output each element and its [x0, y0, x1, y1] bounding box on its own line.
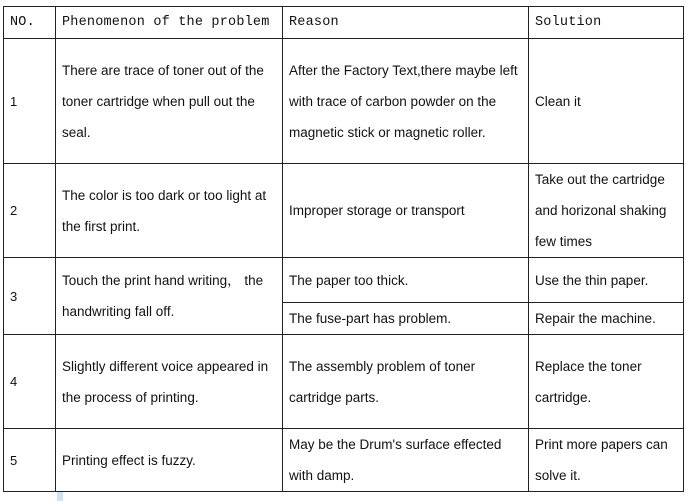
row-number: 2 — [4, 164, 56, 258]
header-phenomenon: Phenomenon of the problem — [56, 7, 283, 39]
phenomenon-cell: Slightly different voice appeared in the process of printing. — [56, 335, 283, 429]
row-number: 5 — [4, 429, 56, 492]
header-reason: Reason — [283, 7, 529, 39]
reason-cell: The assembly problem of toner cartridge parts. — [283, 335, 529, 429]
table-row — [4, 429, 684, 492]
solution-cell: Clean it — [529, 39, 684, 164]
decorative-marker — [57, 492, 63, 501]
reason-cell: May be the Drum's surface effected with damp. — [283, 429, 529, 492]
table-row — [4, 258, 684, 303]
solution-cell: Use the thin paper. — [529, 258, 684, 303]
table-row — [4, 39, 684, 164]
header-no: NO. — [4, 7, 56, 39]
row-number: 3 — [4, 258, 56, 335]
problem-solution-table — [3, 6, 684, 492]
phenomenon-cell: Touch the print hand writing， the handwriting fall off. — [56, 258, 283, 335]
row-number: 1 — [4, 39, 56, 164]
table-row — [4, 335, 684, 429]
solution-cell: Take out the cartridge and horizonal shaking few times — [529, 164, 684, 258]
solution-cell: Repair the machine. — [529, 303, 684, 335]
row-number: 4 — [4, 335, 56, 429]
solution-cell: Replace the toner cartridge. — [529, 335, 684, 429]
table-row — [4, 164, 684, 258]
solution-cell: Print more papers can solve it. — [529, 429, 684, 492]
reason-cell: Improper storage or transport — [283, 164, 529, 258]
phenomenon-cell: Printing effect is fuzzy. — [56, 429, 283, 492]
table-header-row — [4, 7, 684, 39]
reason-cell: After the Factory Text,there maybe left with trace of carbon powder on the magnetic stick or magnetic roller. — [283, 39, 529, 164]
reason-cell: The paper too thick. — [283, 258, 529, 303]
phenomenon-cell: The color is too dark or too light at the first print. — [56, 164, 283, 258]
phenomenon-cell: There are trace of toner out of the toner cartridge when pull out the seal. — [56, 39, 283, 164]
header-solution: Solution — [529, 7, 684, 39]
reason-cell: The fuse-part has problem. — [283, 303, 529, 335]
